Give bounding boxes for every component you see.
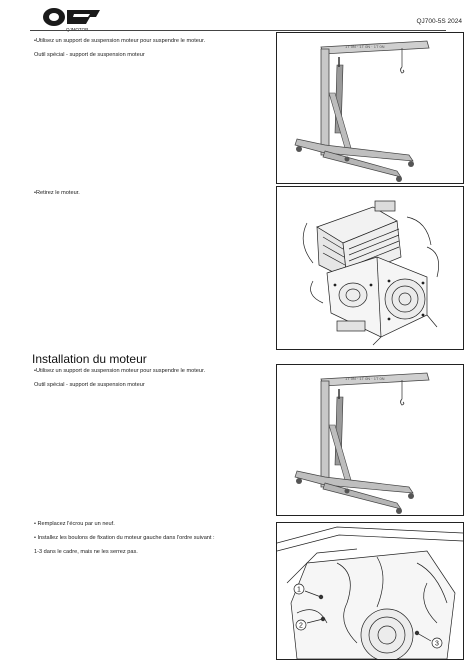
document-code: QJ700-5S 2024 (416, 18, 462, 25)
engine-mount-bolts-figure (276, 522, 464, 660)
callout-3-number: 3 (435, 640, 439, 648)
instruction-suspend-engine-install: •Utilisez un support de suspension moteur pour suspendre le moteur. (34, 368, 206, 374)
qjmotor-logo (40, 6, 110, 32)
instruction-install-bolts: • Installez les boulons de fixation du moteur gauche dans l'ordre suivant : (34, 535, 215, 541)
instruction-bolt-order: 1-3 dans le cadre, mais ne les serrez pas. (34, 549, 138, 555)
special-tool-label-install: Outil spécial - support de suspension moteur (34, 382, 145, 388)
callout-3 (432, 638, 442, 648)
engine-assembly-figure (276, 186, 464, 350)
callout-1 (294, 584, 304, 594)
hoist-capacity-label-install: 1T 0N · 1T 0N · 1T 0N (345, 376, 385, 381)
callout-1-number: 1 (297, 586, 301, 594)
callout-2-number: 2 (299, 622, 303, 630)
callout-2 (296, 620, 306, 630)
engine-hoist-figure (276, 32, 464, 184)
header-divider (30, 30, 446, 31)
instruction-replace-nut: • Remplacez l'écrou par un neuf. (34, 521, 115, 527)
instruction-remove-engine: •Retirez le moteur. (34, 190, 80, 196)
section-title-engine-installation: Installation du moteur (32, 352, 147, 366)
special-tool-label: Outil spécial - support de suspension moteur (34, 52, 145, 58)
engine-hoist-figure-install (276, 364, 464, 516)
hoist-capacity-label: 1T 0N · 1T 0N · 1T 0N (345, 44, 385, 49)
instruction-suspend-engine: •Utilisez un support de suspension moteur pour suspendre le moteur. (34, 38, 206, 44)
